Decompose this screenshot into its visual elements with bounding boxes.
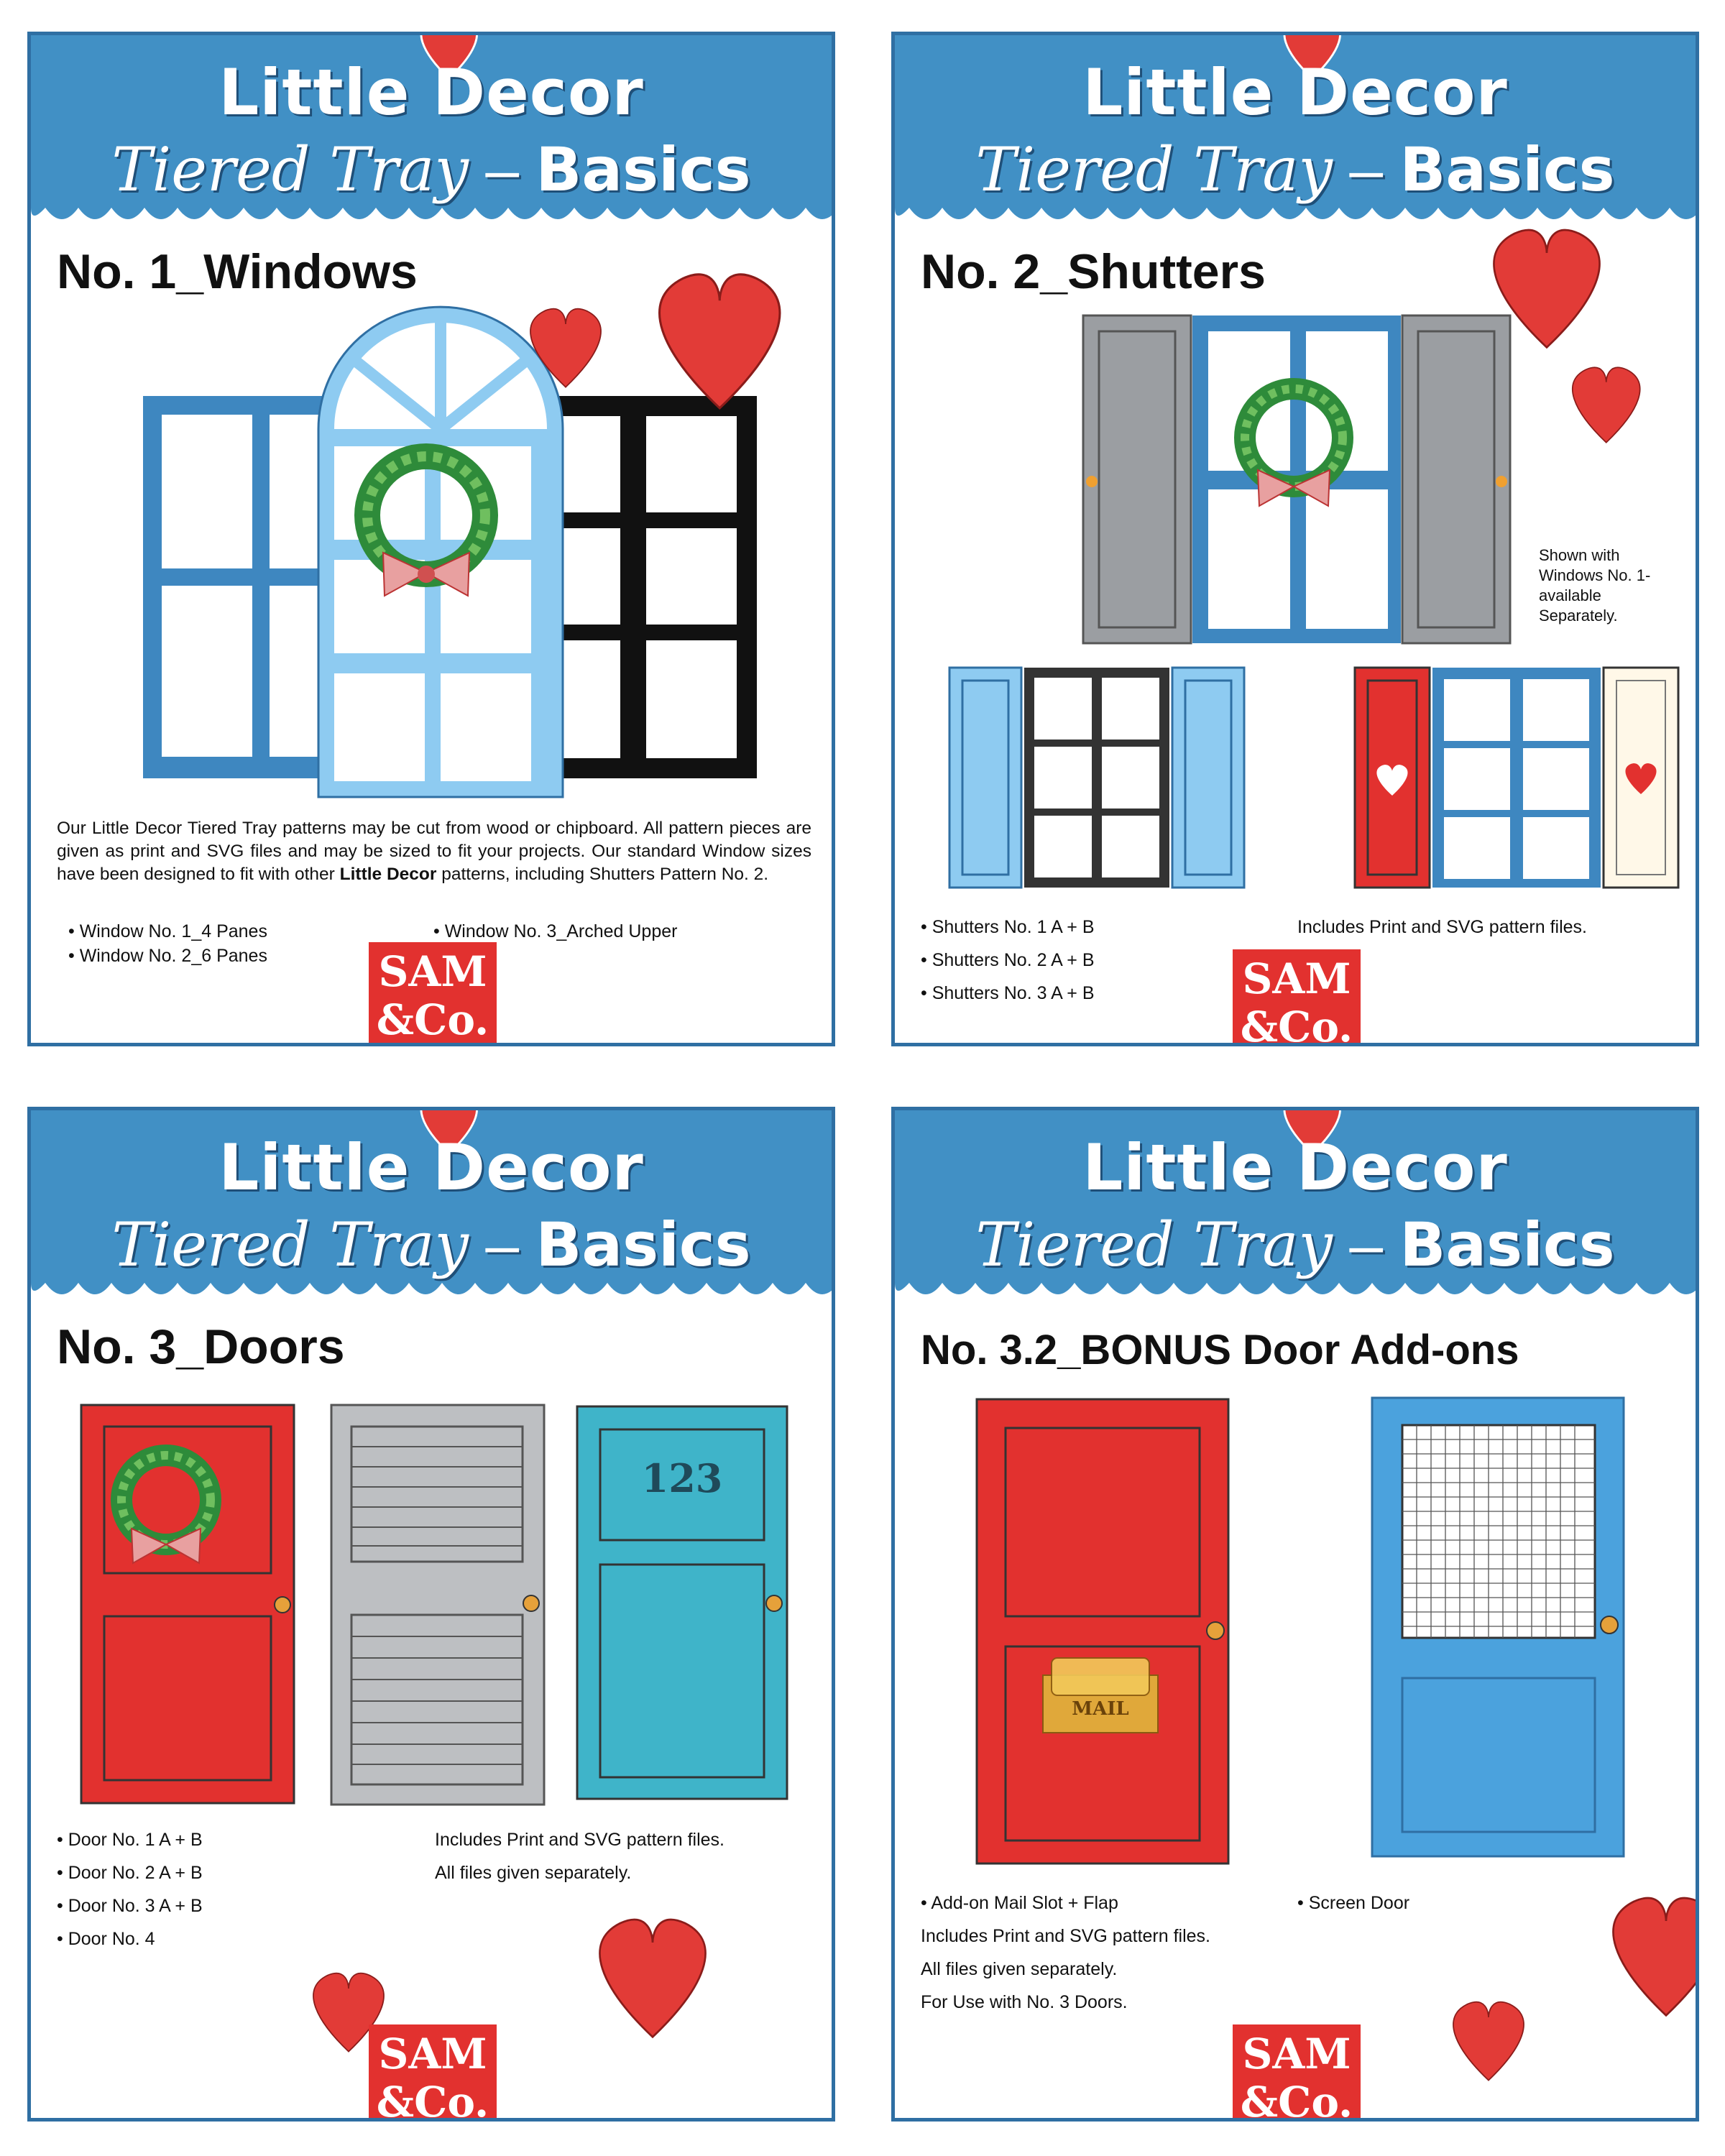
sam-co-logo: SAM &Co.	[369, 942, 497, 1046]
header-title: Little Decor	[1082, 55, 1508, 129]
heart-icon	[599, 1920, 705, 2037]
bullet-item: • Window No. 2_6 Panes	[68, 946, 267, 966]
shutters-light-blue-with-window	[949, 668, 1244, 888]
header-title: Little Decor	[1082, 1130, 1508, 1204]
files-note: For Use with No. 3 Doors.	[921, 1992, 1128, 2012]
sam-co-logo: SAM &Co.	[1233, 2024, 1361, 2122]
bullet-item: • Shutters No. 2 A + B	[921, 950, 1095, 970]
description: Our Little Decor Tiered Tray patterns may be cut from wood or chipboard. All pattern pieces are given as print and SVG files and may be sized to fit your projects. Our standard Window sizes have been designed to fit with other Little Decor patterns, including Shutters Pattern No. 2.	[57, 819, 811, 884]
bullet-item: • Door No. 1 A + B	[57, 1830, 203, 1850]
section-title: No. 3_Doors	[57, 1319, 345, 1374]
product-card-door-addons	[891, 1107, 1699, 2122]
heart-icon	[1573, 367, 1640, 442]
heart-icon	[1453, 2002, 1524, 2081]
mail-slot-label: MAIL	[1072, 1698, 1129, 1720]
sam-co-logo: SAM &Co.	[369, 2024, 497, 2122]
window-arched-upper	[318, 307, 563, 797]
section-title: No. 3.2_BONUS Door Add-ons	[921, 1327, 1519, 1373]
product-card-windows	[27, 32, 835, 1046]
header-title: Little Decor	[218, 55, 644, 129]
door-gray-louvered	[331, 1405, 544, 1805]
product-card-doors	[27, 1107, 835, 2122]
product-card-shutters	[891, 32, 1699, 1046]
shutters-gray-with-window	[1083, 315, 1510, 643]
header-subtitle: Tiered Tray – Basics	[975, 134, 1615, 205]
bullet-item: • Screen Door	[1297, 1893, 1410, 1913]
bullet-item: • Door No. 2 A + B	[57, 1863, 203, 1883]
header-title: Little Decor	[218, 1130, 644, 1204]
files-note: Includes Print and SVG pattern files.	[921, 1926, 1210, 1946]
header-subtitle: Tiered Tray – Basics	[111, 134, 751, 205]
shown-with-note: Shown with Windows No. 1- available Separately.	[1539, 546, 1651, 625]
screen-door-blue	[1372, 1398, 1624, 1856]
bullet-item: • Shutters No. 1 A + B	[921, 917, 1095, 937]
bullet-item: • Door No. 4	[57, 1929, 155, 1949]
sam-co-logo: SAM &Co.	[1233, 949, 1361, 1046]
shutters-heart-with-window	[1355, 668, 1678, 888]
header-subtitle: Tiered Tray – Basics	[975, 1210, 1615, 1280]
heart-icon	[1613, 1898, 1699, 2015]
bullet-item: • Add-on Mail Slot + Flap	[921, 1893, 1118, 1913]
door-red-wreath	[81, 1405, 294, 1803]
bullet-item: • Door No. 3 A + B	[57, 1896, 203, 1916]
files-note: Includes Print and SVG pattern files.	[435, 1830, 724, 1850]
bullet-item: • Window No. 1_4 Panes	[68, 921, 267, 941]
door-number: 123	[641, 1455, 723, 1501]
bullet-item: • Shutters No. 3 A + B	[921, 983, 1095, 1003]
files-note: All files given separately.	[921, 1959, 1118, 1979]
section-title: No. 1_Windows	[57, 244, 418, 299]
header-subtitle: Tiered Tray – Basics	[111, 1210, 751, 1280]
section-title: No. 2_Shutters	[921, 244, 1266, 299]
bullet-item: • Window No. 3_Arched Upper	[433, 921, 678, 941]
door-red-mail-slot	[977, 1399, 1228, 1864]
heart-icon	[660, 275, 780, 408]
files-note: Includes Print and SVG pattern files.	[1297, 917, 1587, 937]
files-note: All files given separately.	[435, 1863, 632, 1883]
